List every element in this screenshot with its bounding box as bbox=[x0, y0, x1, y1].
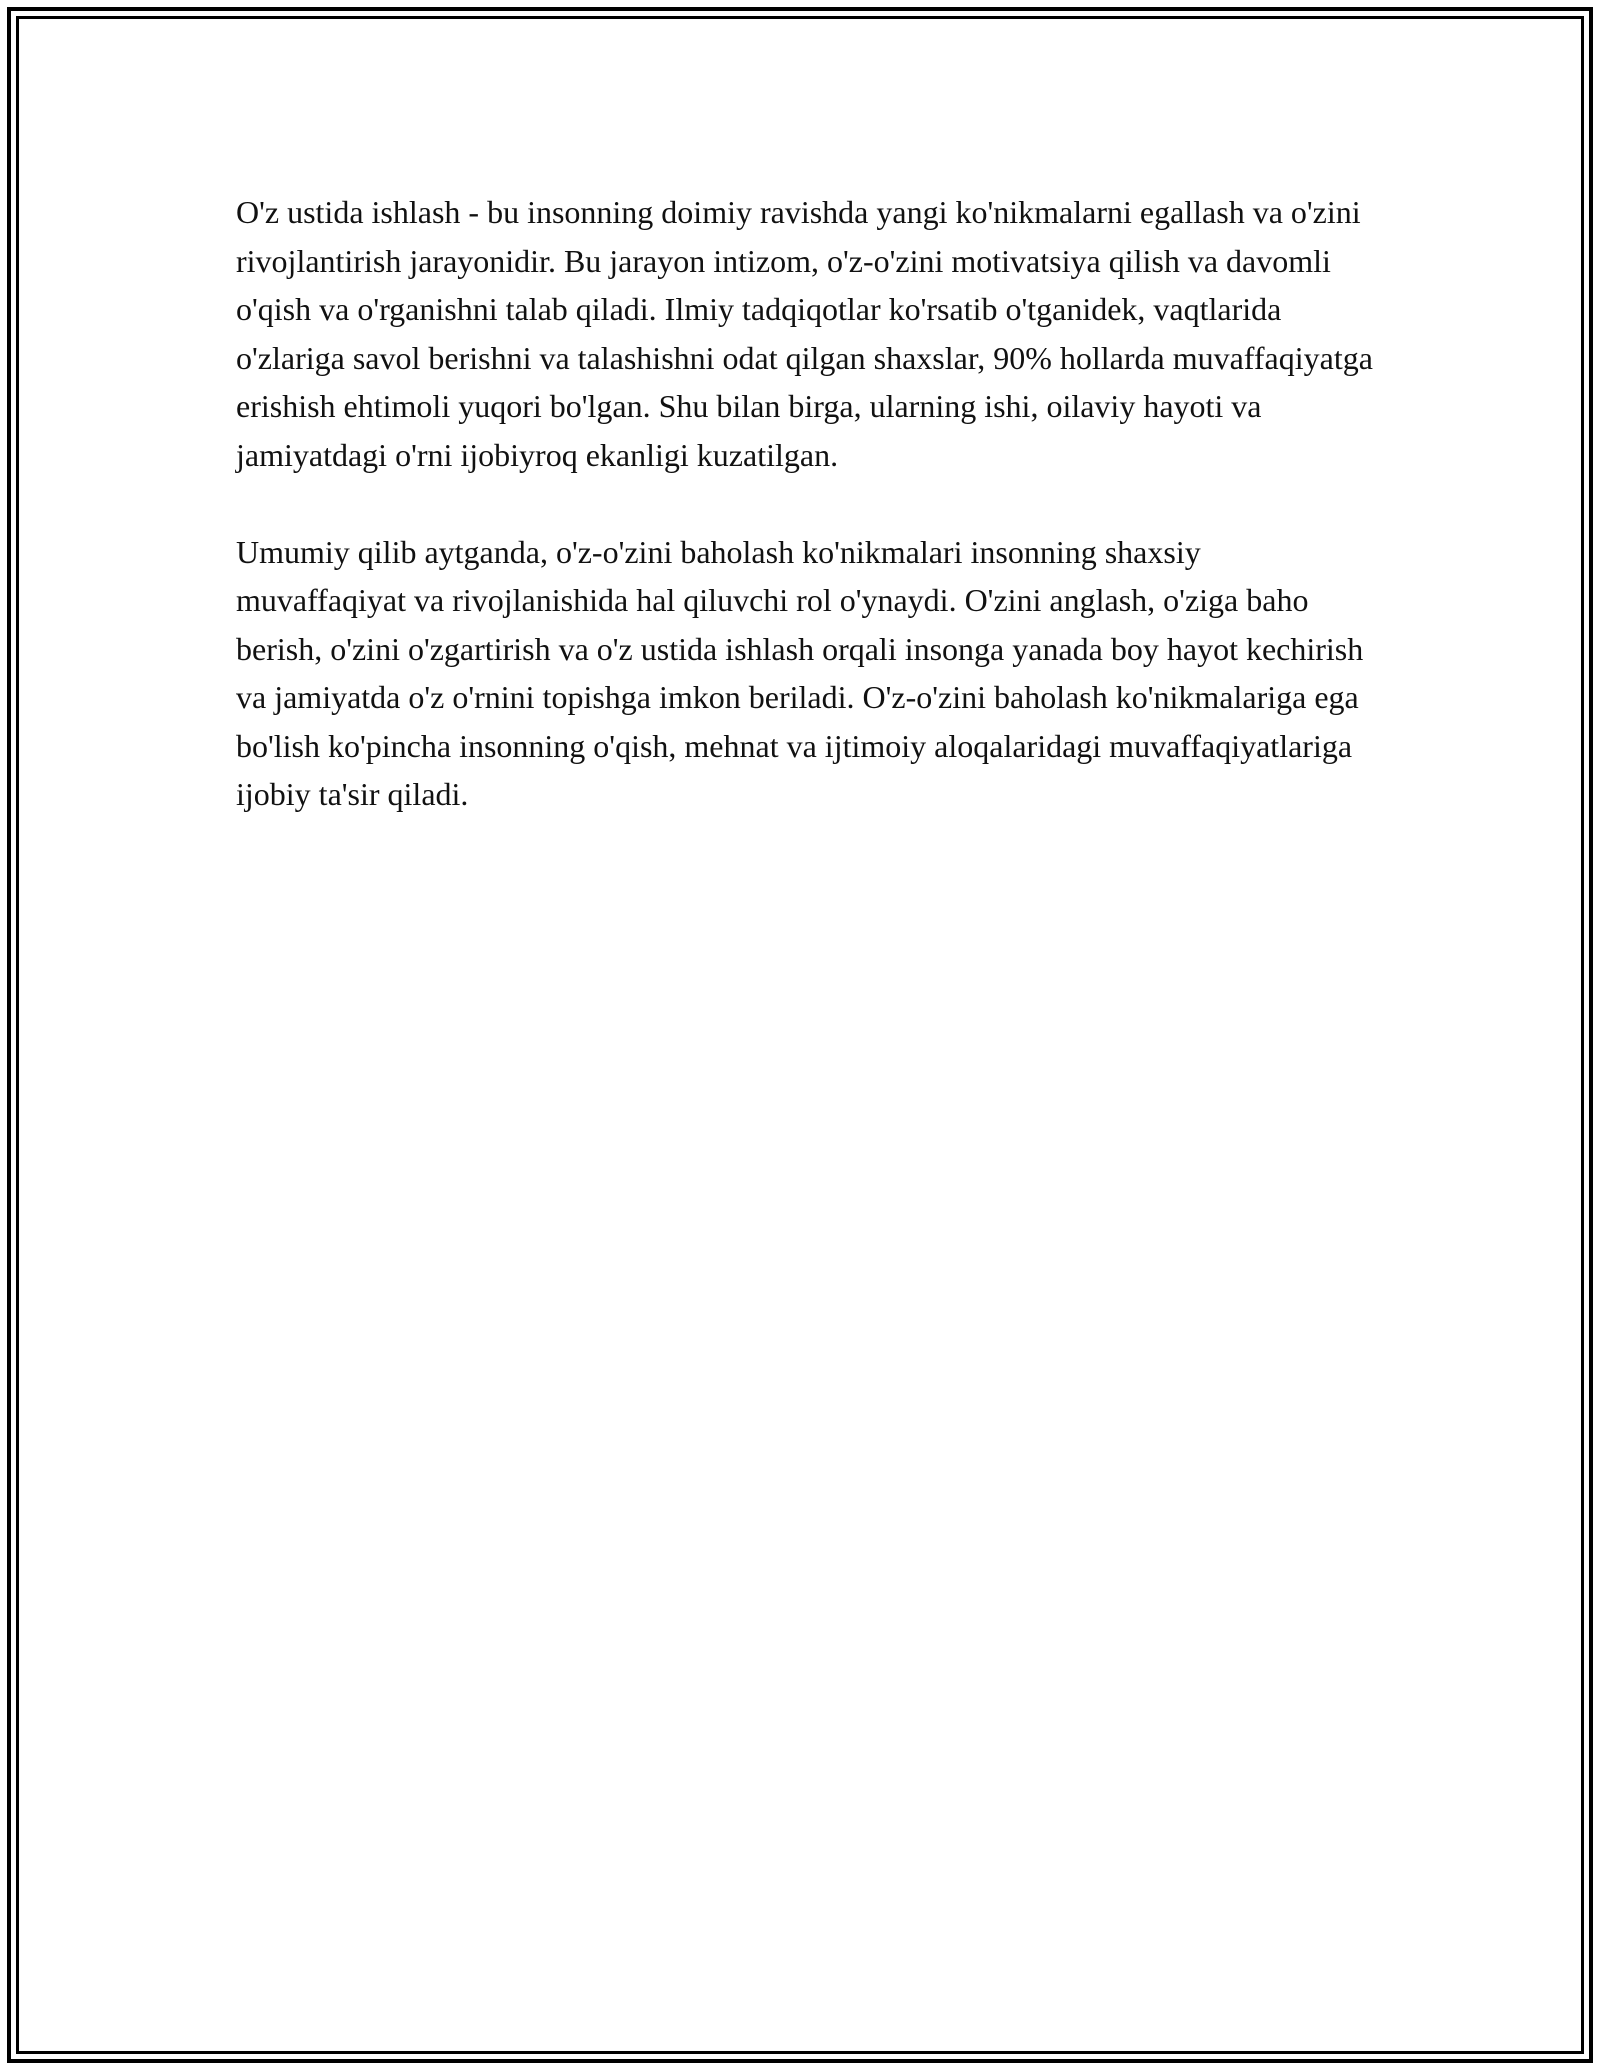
paragraph-2: Umumiy qilib aytganda, o'z-o'zini baholash ko'nikmalari insonning shaxsiy muvaffaqiyat va rivojlanishida hal qiluvchi rol o'ynaydi. O'zini anglash, o'ziga baho berish, o'zini o'zgartirish va o'z ustida ishlash orqali insonga yanada boy hayot kechirish va jamiyatda o'z o'rnini topishga imkon beriladi. O'z-o'zini baholash ko'nikmalariga ega bo'lish ko'pincha insonning o'qish, mehnat va ijtimoiy aloqalaridagi muvaffaqiyatlariga ijobiy ta'sir qiladi. bbox=[236, 533, 1364, 812]
document-body bbox=[236, 188, 1376, 819]
paragraph-1: O'z ustida ishlash - bu insonning doimiy ravishda yangi ko'nikmalarni egallash va o'zini rivojlantirish jarayonidir. Bu jarayon intizom, o'z-o'zini motivatsiya qilish va davomli o'qish va o'rganishni talab qiladi. Ilmiy tadqiqotlar ko'rsatib o'tganidek, vaqtlarida o'zlariga savol berishni va talashishni odat qilgan shaxslar, 90% hollarda muvaffaqiyatga erishish ehtimoli yuqori bo'lgan. Shu bilan birga, ularning ishi, oilaviy hayoti va jamiyatdagi o'rni ijobiyroq ekanligi kuzatilgan. bbox=[236, 194, 1373, 473]
